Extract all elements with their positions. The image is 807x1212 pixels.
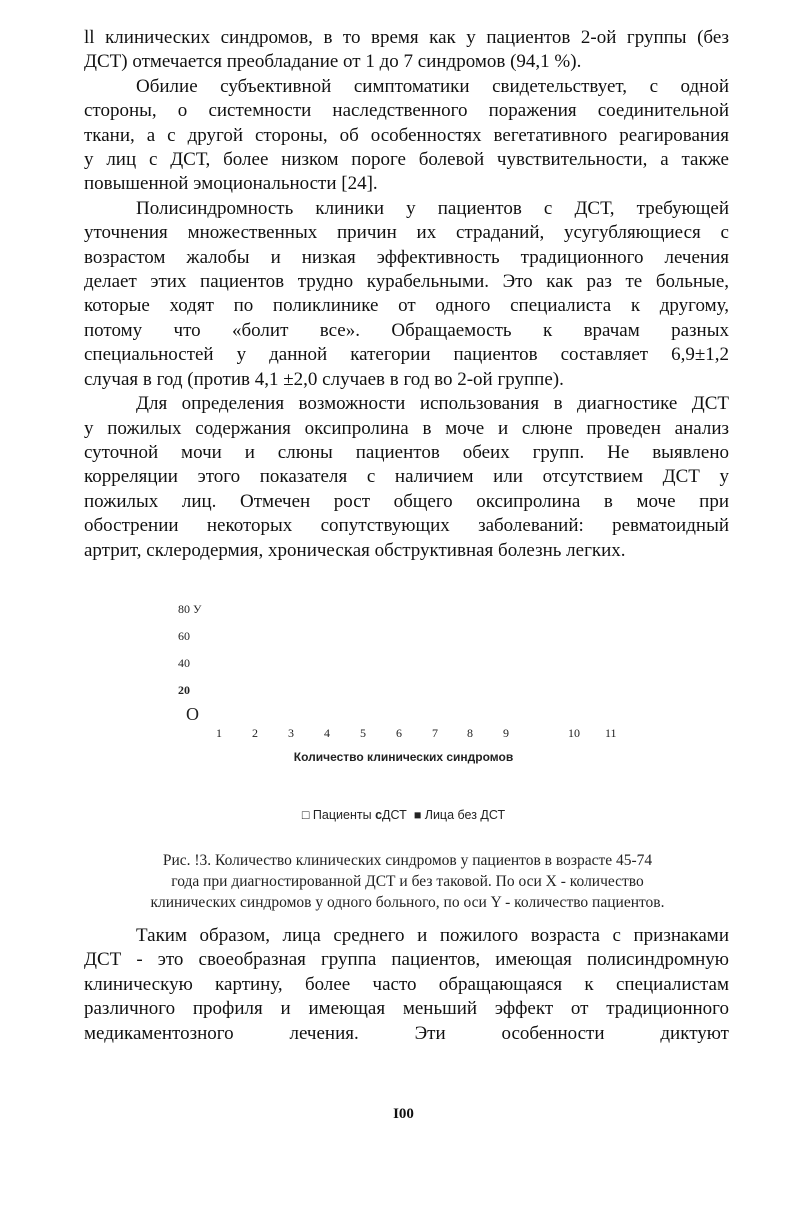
text-line: случая в год (против 4,1 ±2,0 случаев в год во 2-ой группе). [84,368,564,390]
legend-marker-outline: □ [301,808,310,822]
x-tick-label: 7 [432,726,438,740]
text-line: ткани, а с другой стороны, об особенностях вегетативного реагирования [84,124,729,146]
text-line: артрит, склеродермия, хроническая обструктивная болезнь легких. [84,539,626,561]
y-tick-label: 40 [178,656,190,670]
y-tick-label: 60 [178,629,190,643]
legend-label-part: ДСТ [382,808,407,822]
text-line: у пожилых содержания оксипролина в моче и слюне проведен анализ [84,417,729,439]
x-tick-label: 2 [252,726,258,740]
body-text-top [84,26,729,563]
text-line: ДСТ) отмечается преобладание от 1 до 7 синдромов (94,1 %). [84,51,582,73]
body-text-bottom [84,924,729,1046]
text-line: суточной мочи и слюны пациентов обеих групп. Не выявлено [84,441,729,463]
text-line: обострении некоторых сопутствующих заболеваний: ревматоидный [84,515,729,537]
paragraph-4 [84,392,729,563]
x-tick-label: 1 [216,726,222,740]
caption-line: Рис. !3. Количество клинических синдромов у пациентов в возрасте 45-74 [162,852,653,869]
paragraph-1 [84,26,729,75]
chart-legend [0,808,807,822]
text-line: Обилие субъективной симптоматики свидетельствует, с одной [136,75,729,97]
text-line: Для определения возможности использования в диагностике ДСТ [136,393,729,415]
x-tick-label: 6 [396,726,402,740]
x-tick-label: 3 [288,726,294,740]
text-line: делает этих пациентов трудно курабельными. Это как раз те больные, [84,271,729,293]
figure-caption [80,850,735,913]
y-tick-label: 20 [178,683,190,697]
text-line: повышенной эмоциональности [24]. [84,173,378,195]
text-line: корреляции этого показателя с наличием или отсутствием ДСТ у [84,466,729,488]
x-tick-label: 11 [605,726,617,740]
text-line: Полисиндромность клиники у пациентов с ДСТ, требующей [136,197,729,219]
text-line: у лиц с ДСТ, более низком пороге болевой чувствительности, а также [84,149,729,171]
legend-label: Пациенты [312,808,372,822]
text-line: уточнения множественных причин их страданий, усугубляющиеся с [84,222,729,244]
text-line: ll клинических синдромов, в то время как у пациентов 2-ой группы (без [84,27,729,48]
text-line: возрастом жалобы и низкая эффективность традиционного лечения [84,246,729,268]
x-tick-label: 9 [503,726,509,740]
text-line: различного профиля и имеющая меньший эффект от традиционного [84,998,729,1020]
x-tick-label: 5 [360,726,366,740]
caption-line: клинических синдромов у одного больного, по оси Y - количество пациентов. [150,894,665,911]
y-tick-label: О [186,704,199,724]
paragraph-2 [84,75,729,197]
legend-label: Лица без ДСТ [424,808,506,822]
legend-marker-filled: ■ [413,808,422,822]
text-line: потому что «болит все». Обращаемость к врачам разных [84,319,729,341]
x-tick-label: 4 [324,726,330,740]
x-axis-label: Количество клинических синдромов [293,750,514,764]
caption-line: года при диагностированной ДСТ и без таковой. По оси X - количество [171,873,644,890]
legend-label-part: с [375,808,383,822]
x-tick-label: 10 [568,726,580,740]
text-line: пожилых лиц. Отмечен рост общего оксипролина в моче при [84,490,729,512]
text-line: Таким образом, лица среднего и пожилого возраста с признаками [136,925,729,946]
text-line: стороны, о системности наследственного поражения соединительной [84,100,729,122]
text-line: клиническую картину, более часто обращающаяся к специалистам [84,973,729,995]
text-line: которые ходят по поликлинике от одного специалиста к другому, [84,295,729,317]
text-line: специальностей у данной категории пациентов составляет 6,9±1,2 [84,344,729,366]
paragraph-5 [84,924,729,1046]
text-line: медикаментозного лечения. Эти особенности диктуют [84,1022,729,1044]
y-tick-label: 80 У [178,602,202,616]
x-tick-label: 8 [467,726,473,740]
page-number: I00 [393,1106,414,1122]
text-line: ДСТ - это своеобразная группа пациентов, имеющая полисиндромную [84,949,729,971]
paragraph-3 [84,197,729,392]
